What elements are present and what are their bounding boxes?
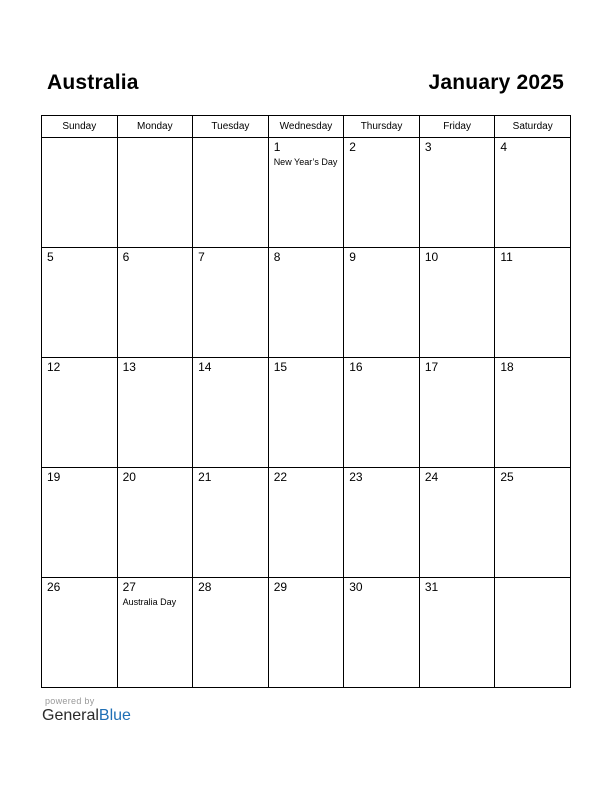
day-cell xyxy=(42,248,118,358)
day-cell xyxy=(419,248,495,358)
day-number: 8 xyxy=(273,250,281,264)
day-number: 11 xyxy=(500,250,513,264)
day-number: 6 xyxy=(122,250,130,264)
day-cell xyxy=(268,358,344,468)
weekday-header: Thursday xyxy=(344,116,420,138)
day-number: 31 xyxy=(424,580,439,594)
day-number: 9 xyxy=(349,250,356,264)
day-cell xyxy=(419,578,495,688)
day-cell xyxy=(344,358,420,468)
day-cell xyxy=(419,358,495,468)
day-cell xyxy=(117,138,193,248)
day-number: 16 xyxy=(349,360,363,374)
weekday-header: Saturday xyxy=(495,116,571,138)
day-cell xyxy=(344,578,420,688)
day-cell xyxy=(117,578,193,688)
day-number xyxy=(193,138,268,141)
day-cell xyxy=(42,578,118,688)
day-cell xyxy=(344,138,420,248)
day-number: 4 xyxy=(500,140,508,154)
day-number: 19 xyxy=(47,470,61,484)
day-cell xyxy=(42,468,118,578)
day-number: 1 xyxy=(273,140,281,154)
day-cell xyxy=(495,578,571,688)
day-cell xyxy=(344,468,420,578)
weekday-header: Monday xyxy=(117,116,193,138)
day-cell xyxy=(495,468,571,578)
day-number: 29 xyxy=(273,580,288,594)
day-number: 24 xyxy=(424,470,439,484)
day-cell xyxy=(193,248,269,358)
holiday-label: New Year’s Day xyxy=(273,157,338,167)
day-cell xyxy=(495,248,571,358)
calendar-grid xyxy=(41,115,571,688)
day-cell xyxy=(42,358,118,468)
day-cell xyxy=(193,578,269,688)
day-cell xyxy=(42,138,118,248)
day-cell xyxy=(117,358,193,468)
weekday-header-row xyxy=(42,116,571,138)
day-number: 15 xyxy=(273,360,288,374)
day-cell xyxy=(344,248,420,358)
day-number: 23 xyxy=(349,470,363,484)
day-number: 20 xyxy=(122,470,136,484)
day-cell xyxy=(193,138,269,248)
day-number: 5 xyxy=(47,250,54,264)
day-cell xyxy=(117,468,193,578)
day-number: 3 xyxy=(424,140,432,154)
day-number: 17 xyxy=(424,360,439,374)
day-number: 7 xyxy=(198,250,205,264)
day-number: 10 xyxy=(424,250,439,264)
day-number xyxy=(495,578,570,581)
day-cell xyxy=(268,578,344,688)
day-cell xyxy=(268,468,344,578)
brand-general: General xyxy=(42,707,99,724)
day-number: 12 xyxy=(47,360,61,374)
day-number: 28 xyxy=(198,580,212,594)
holiday-label: Australia Day xyxy=(122,597,177,607)
day-number: 13 xyxy=(122,360,136,374)
week-row xyxy=(42,468,571,578)
day-number: 25 xyxy=(500,470,514,484)
weekday-header: Sunday xyxy=(42,116,118,138)
weekday-header: Wednesday xyxy=(268,116,344,138)
generalblue-logo[interactable] xyxy=(42,707,131,725)
day-cell xyxy=(268,248,344,358)
footer-branding xyxy=(42,696,131,725)
day-cell xyxy=(419,138,495,248)
day-number xyxy=(42,138,117,141)
week-row xyxy=(42,578,571,688)
day-cell xyxy=(419,468,495,578)
day-cell xyxy=(193,468,269,578)
day-number: 26 xyxy=(47,580,61,594)
brand-blue: Blue xyxy=(98,707,131,724)
week-row xyxy=(42,248,571,358)
day-number xyxy=(118,138,193,141)
day-cell xyxy=(495,138,571,248)
day-cell xyxy=(193,358,269,468)
powered-by-text: powered by xyxy=(45,696,95,706)
month-year-title: January 2025 xyxy=(428,71,564,94)
day-number: 14 xyxy=(198,360,212,374)
week-row xyxy=(42,358,571,468)
day-cell xyxy=(268,138,344,248)
day-number: 18 xyxy=(500,360,514,374)
weekday-header: Tuesday xyxy=(193,116,269,138)
day-cell xyxy=(117,248,193,358)
weekday-header: Friday xyxy=(419,116,495,138)
day-number: 21 xyxy=(198,470,212,484)
day-number: 27 xyxy=(122,580,136,594)
day-number: 22 xyxy=(273,470,288,484)
day-number: 2 xyxy=(349,140,356,154)
day-cell xyxy=(495,358,571,468)
country-title: Australia xyxy=(47,71,139,94)
day-number: 30 xyxy=(349,580,363,594)
week-row xyxy=(42,138,571,248)
